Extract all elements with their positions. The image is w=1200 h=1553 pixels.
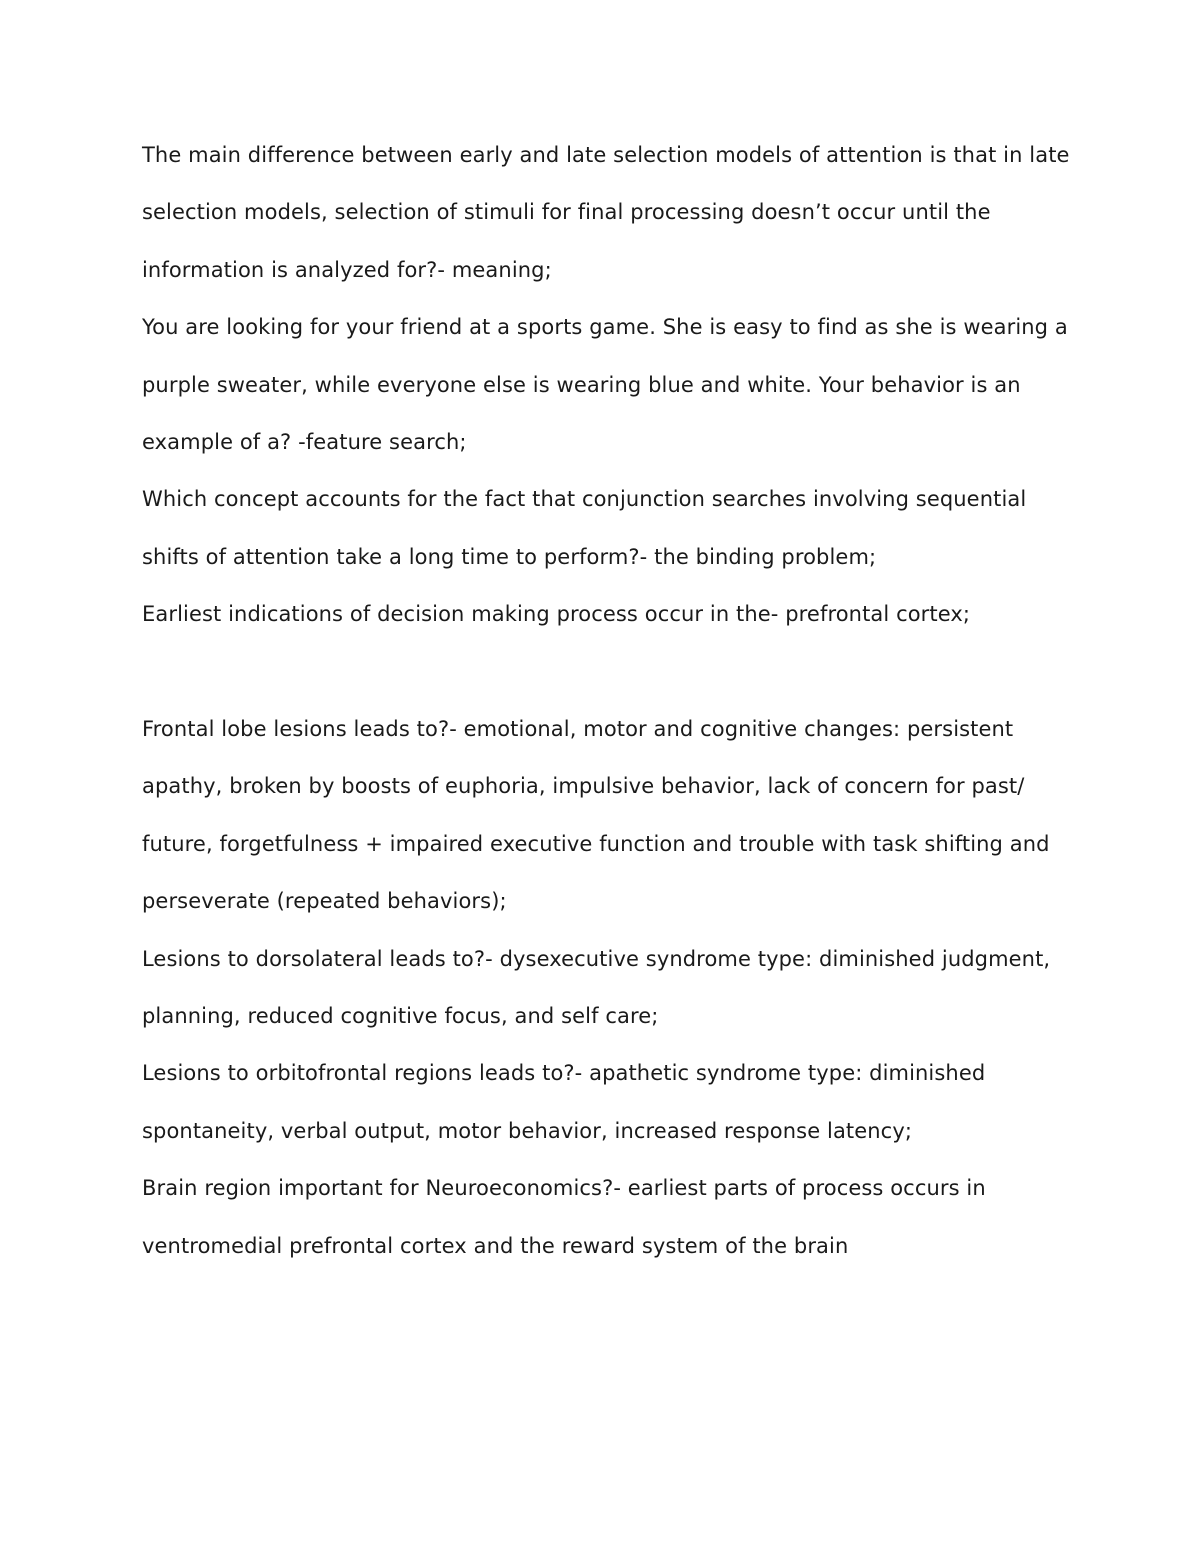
- blank-line: [142, 644, 1082, 701]
- paragraph-dorsolateral-lesions: Lesions to dorsolateral leads to?- dysexecutive syndrome type: diminished judgment, planning, reduced cognitive focus, and self care;: [142, 946, 1051, 1029]
- paragraph-neuroeconomics: Brain region important for Neuroeconomics?- earliest parts of process occurs in ventromedial prefrontal cortex and the reward system of the brain: [142, 1176, 986, 1258]
- paragraph-decision-making: Earliest indications of decision making process occur in the- prefrontal cortex;: [142, 602, 971, 627]
- paragraph-early-late-selection: The main difference between early and late selection models of attention is that in late selection models, selection of stimuli for final processing doesn’t occur until the information is analyzed for?- meaning;: [142, 143, 1070, 282]
- paragraph-binding-problem: Which concept accounts for the fact that conjunction searches involving sequential shifts of attention take a long time to perform?- the binding problem;: [142, 487, 1027, 569]
- paragraph-orbitofrontal-lesions: Lesions to orbitofrontal regions leads to?- apathetic syndrome type: diminished spontaneity, verbal output, motor behavior, increased response latency;: [142, 1061, 986, 1143]
- paragraph-feature-search: You are looking for your friend at a sports game. She is easy to find as she is wearing a purple sweater, while everyone else is wearing blue and white. Your behavior is an example of a? -feature search;: [142, 315, 1068, 455]
- paragraph-frontal-lobe-lesions: Frontal lobe lesions leads to?- emotional, motor and cognitive changes: persistent apathy, broken by boosts of euphoria, impulsive behavior, lack of concern for past/ future, forgetfulness + impaired executive function and trouble with task shifting and perseverate (repeated behaviors);: [142, 717, 1050, 914]
- document-body: [142, 127, 1082, 1275]
